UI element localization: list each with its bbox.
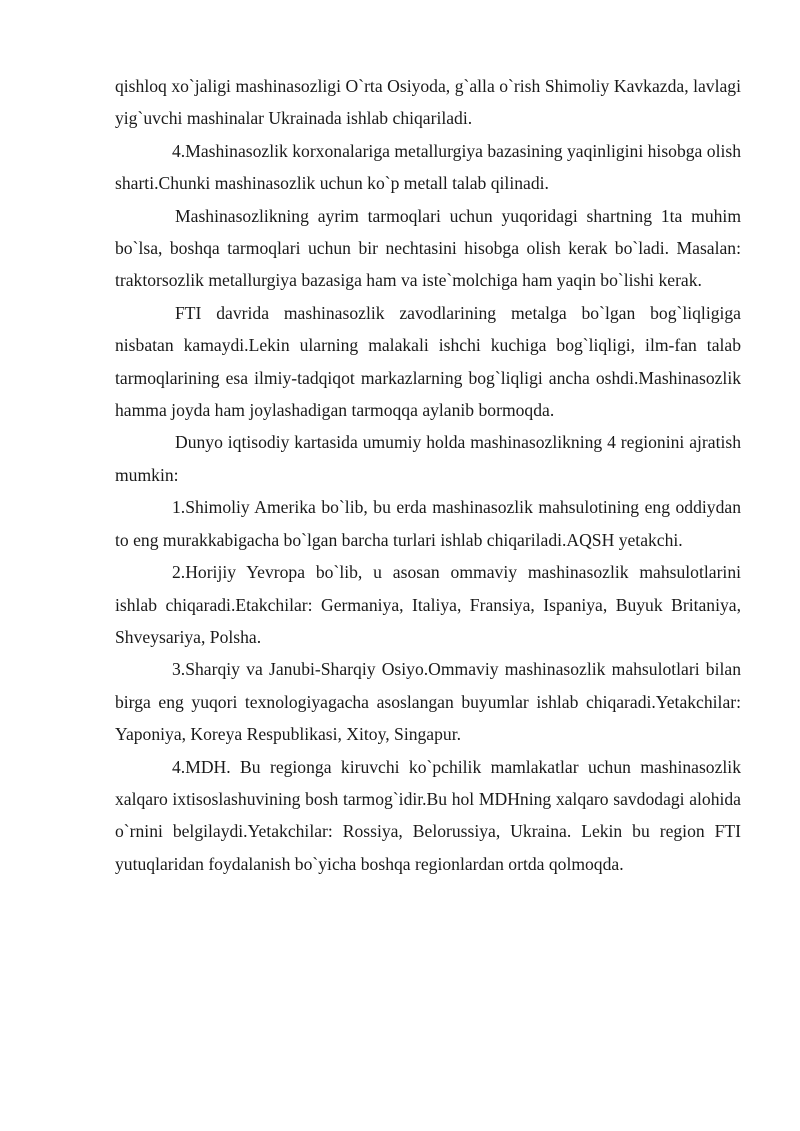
document-body xyxy=(115,70,741,880)
paragraph-metallurgy-condition: 4.Mashinasozlik korxonalariga metallurgiya bazasining yaqinligini hisobga olish sharti.Chunki mashinasozlik uchun ko`p metall talab qilinadi. xyxy=(115,140,741,194)
paragraph-continuation: qishloq xo`jaligi mashinasozligi O`rta Osiyoda, g`alla o`rish Shimoliy Kavkazda, lavlagi yig`uvchi mashinalar Ukrainada ishlab chiqariladi. xyxy=(115,76,741,129)
paragraph-region-cis: 4.MDH. Bu regionga kiruvchi ko`pchilik mamlakatlar uchun mashinasozlik xalqaro ixtisoslashuvining bosh tarmog`idir.Bu hol MDHning xalqaro savdodagi alohida o`rnini belgilaydi.Yetakchilar: Rossiya, Belorussiya, Ukraina. Lekin bu region FTI yutuqlaridan foydalanish bo`yicha boshqa regionlardan ortda qolmoqda. xyxy=(115,756,741,874)
paragraph-region-europe: 2.Horijiy Yevropa bo`lib, u asosan ommaviy mashinasozlik mahsulotlarini ishlab chiqaradi.Etakchilar: Germaniya, Italiya, Fransiya, Ispaniya, Buyuk Britaniya, Shveysariya, Polsha. xyxy=(115,562,741,647)
paragraph-region-north-america: 1.Shimoliy Amerika bo`lib, bu erda mashinasozlik mahsulotining eng oddiydan to eng murakkabigacha bo`lgan barcha turlari ishlab chiqariladi.AQSH yetakchi. xyxy=(115,497,741,550)
paragraph-branch-conditions: Mashinasozlikning ayrim tarmoqlari uchun yuqoridagi shartning 1ta muhim bo`lsa, boshqa tarmoqlari uchun bir nechtasini hisobga olish kerak bo`ladi. Masalan: traktorsozlik metallurgiya bazasiga ham va iste`molchiga ham yaqin bo`lishi kerak. xyxy=(115,205,741,291)
paragraph-fti-period: FTI davrida mashinasozlik zavodlarining metalga bo`lgan bog`liqligiga nisbatan kamaydi.Lekin ularning malakali ishchi kuchiga bog`liqligi, ilm-fan talab tarmoqlarining esa ilmiy-tadqiqot markazlarning bog`liqligi ancha oshdi.Mashinasozlik hamma joyda ham joylashadigan tarmoqqa aylanib bormoqda. xyxy=(115,302,741,421)
paragraph-world-regions-intro: Dunyo iqtisodiy kartasida umumiy holda mashinasozlikning 4 regionini ajratish mumkin: xyxy=(115,432,741,485)
paragraph-region-asia: 3.Sharqiy va Janubi-Sharqiy Osiyo.Ommaviy mashinasozlik mahsulotlari bilan birga eng yuqori texnologiyagacha asoslangan buyumlar ishlab chiqaradi.Yetakchilar: Yaponiya, Koreya Respublikasi, Xitoy, Singapur. xyxy=(115,659,741,745)
